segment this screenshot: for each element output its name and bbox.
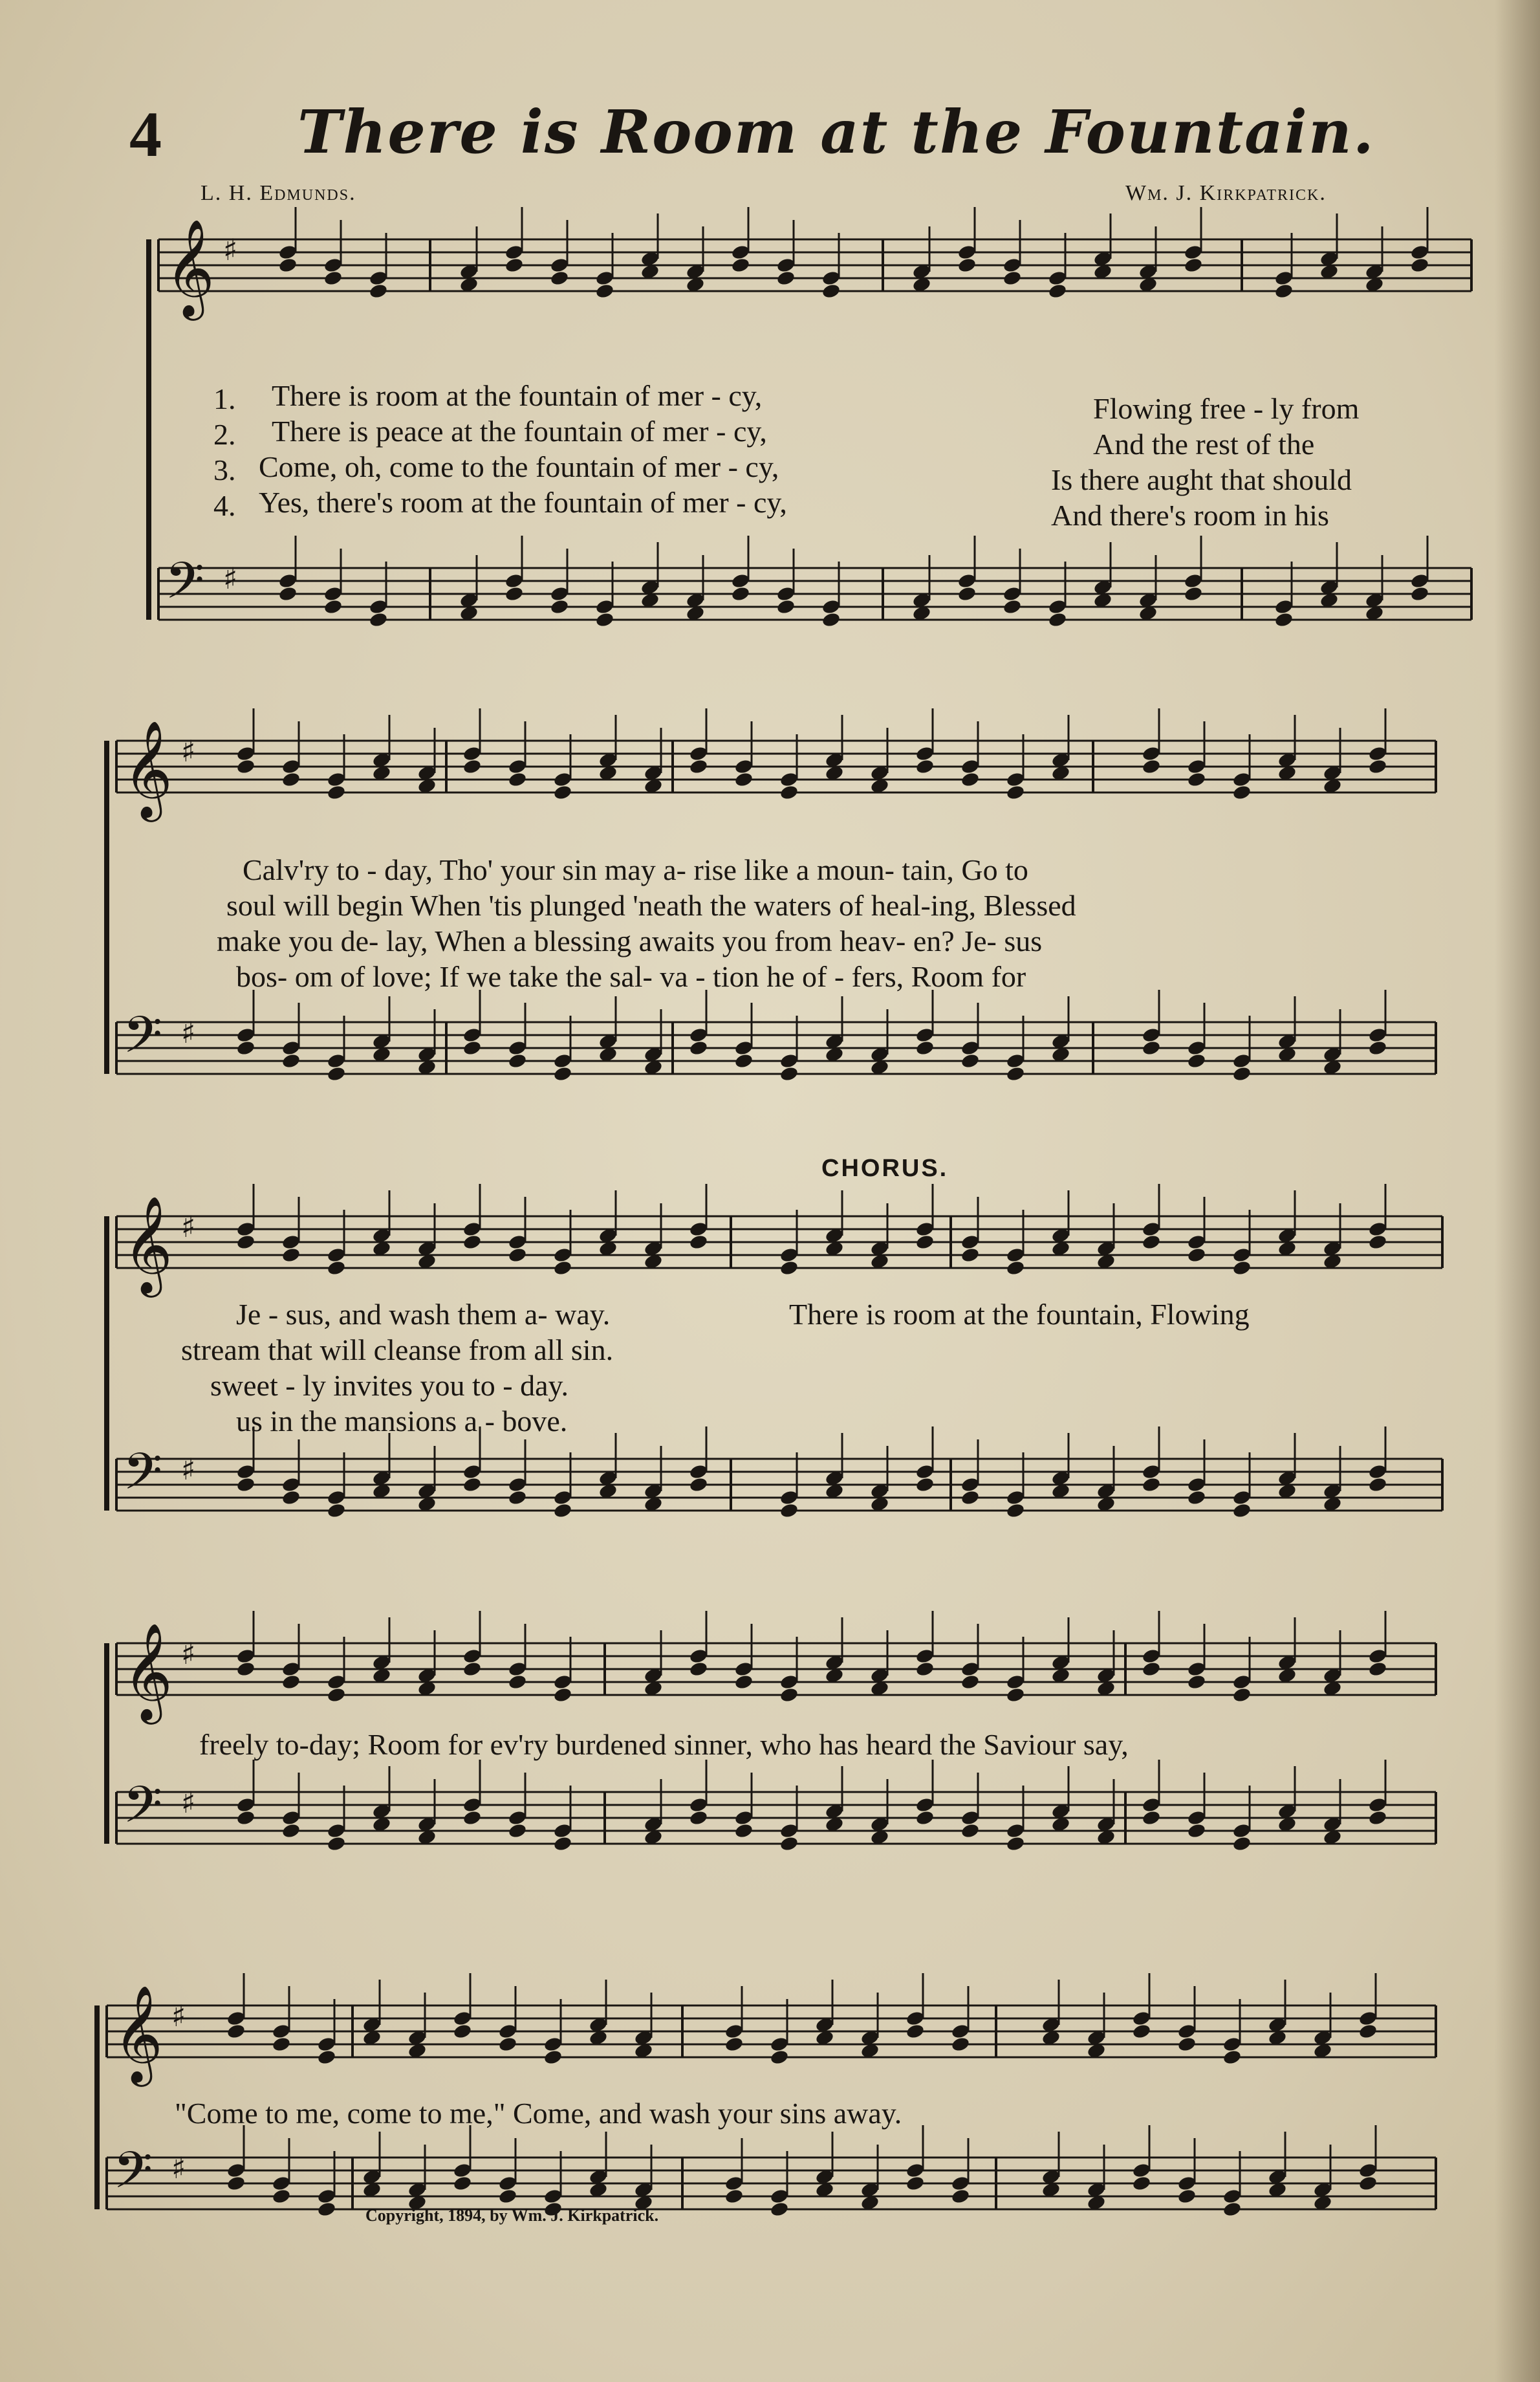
note-head: [462, 1040, 483, 1056]
key-signature-icon: ♯: [223, 561, 238, 596]
note-head: [1187, 1674, 1207, 1690]
bass-clef-icon: 𝄢: [113, 2141, 153, 2213]
chorus-line-1: There is room at the fountain, Flowing: [789, 1298, 1250, 1331]
note-head: [724, 2188, 744, 2205]
note-head: [689, 1661, 709, 1677]
verse-1-line-1: There is room at the fountain of mer - cy,: [272, 379, 763, 412]
note-head: [453, 2023, 473, 2040]
note-head: [779, 1687, 799, 1703]
note-head: [1006, 1260, 1026, 1276]
note-head: [327, 1502, 347, 1519]
verse-2-line-4: stream that will cleanse from all sin.: [181, 1333, 614, 1366]
key-signature-icon: ♯: [171, 2150, 186, 2185]
note-head: [1368, 1809, 1388, 1826]
note-head: [327, 784, 347, 801]
note-head: [553, 1065, 573, 1082]
verse-4-number: 4.: [213, 489, 236, 522]
note-head: [915, 1661, 935, 1677]
note-head: [1184, 585, 1204, 602]
note-head: [960, 1674, 981, 1690]
note-head: [1187, 771, 1207, 788]
verse-2-number: 2.: [213, 418, 236, 451]
note-head: [1177, 2188, 1197, 2205]
note-head: [1232, 1065, 1252, 1082]
verse-3-line-2: Is there aught that should: [1051, 463, 1352, 496]
note-head: [724, 2036, 744, 2053]
note-head: [327, 1260, 347, 1276]
composer-credit: Wm. J. Kirkpatrick.: [1125, 181, 1327, 205]
bass-clef-icon: 𝄢: [165, 552, 205, 623]
note-head: [272, 2188, 292, 2205]
note-head: [915, 1476, 935, 1493]
note-head: [779, 784, 799, 801]
note-head: [1368, 758, 1388, 775]
note-head: [498, 2188, 518, 2205]
page-number: 4: [129, 98, 162, 170]
chorus-line-3: "Come to me, come to me," Come, and wash your sins away.: [175, 2097, 902, 2130]
note-head: [734, 1822, 754, 1839]
note-head: [770, 2201, 790, 2218]
note-head: [689, 758, 709, 775]
note-head: [734, 771, 754, 788]
note-head: [369, 611, 389, 628]
note-head: [281, 771, 301, 788]
note-head: [462, 758, 483, 775]
note-head: [1142, 1476, 1162, 1493]
note-head: [957, 585, 977, 602]
copyright-notice: Copyright, 1894, by Wm. J. Kirkpatrick.: [365, 2206, 659, 2225]
verse-3-number: 3.: [213, 453, 236, 486]
note-head: [960, 771, 981, 788]
key-signature-icon: ♯: [223, 232, 238, 267]
note-head: [960, 1247, 981, 1263]
verse-2-line-1: There is peace at the fountain of mer - cy,: [272, 415, 767, 448]
note-head: [281, 1053, 301, 1069]
note-head: [1184, 257, 1204, 274]
note-head: [1274, 611, 1294, 628]
note-head: [1048, 611, 1068, 628]
note-head: [504, 257, 525, 274]
note-head: [915, 1040, 935, 1056]
note-head: [689, 1476, 709, 1493]
note-head: [779, 1260, 799, 1276]
note-head: [508, 771, 528, 788]
verse-1-line-2: Flowing free - ly from: [1093, 392, 1360, 425]
note-head: [689, 1809, 709, 1826]
note-head: [462, 1809, 483, 1826]
verse-1-line-4: Je - sus, and wash them a- way.: [236, 1298, 611, 1331]
note-head: [236, 1234, 256, 1251]
bass-clef-icon: 𝄢: [123, 1006, 163, 1077]
note-head: [1142, 1040, 1162, 1056]
note-head: [1187, 1822, 1207, 1839]
note-head: [915, 1809, 935, 1826]
note-head: [1368, 1476, 1388, 1493]
note-head: [1232, 1260, 1252, 1276]
note-head: [1003, 270, 1023, 287]
note-head: [770, 2049, 790, 2066]
note-head: [595, 283, 615, 300]
key-signature-icon: ♯: [171, 1998, 186, 2033]
note-head: [236, 1476, 256, 1493]
note-head: [317, 2201, 337, 2218]
note-head: [1232, 784, 1252, 801]
note-head: [1132, 2023, 1152, 2040]
verse-2-line-3: soul will begin When 'tis plunged 'neath the waters of heal-ing, Blessed: [226, 889, 1076, 922]
lyricist-credit: L. H. Edmunds.: [201, 181, 356, 205]
note-head: [906, 2175, 926, 2192]
note-head: [1368, 1661, 1388, 1677]
note-head: [1177, 2036, 1197, 2053]
note-head: [327, 1065, 347, 1082]
note-head: [462, 1234, 483, 1251]
note-head: [1222, 2049, 1242, 2066]
note-head: [1187, 1247, 1207, 1263]
note-head: [327, 1835, 347, 1852]
note-head: [1368, 1234, 1388, 1251]
note-head: [236, 1661, 256, 1677]
note-head: [369, 283, 389, 300]
note-head: [508, 1053, 528, 1069]
note-head: [327, 1687, 347, 1703]
note-head: [1368, 1040, 1388, 1056]
note-head: [1142, 1809, 1162, 1826]
note-head: [278, 585, 298, 602]
note-head: [1358, 2175, 1378, 2192]
bass-clef-icon: 𝄢: [123, 1776, 163, 1847]
note-head: [779, 1502, 799, 1519]
note-head: [508, 1489, 528, 1506]
verse-3-line-3: make you de- lay, When a blessing awaits you from heav- en? Je- sus: [217, 924, 1043, 957]
note-head: [951, 2188, 971, 2205]
note-head: [1410, 585, 1430, 602]
note-head: [553, 1502, 573, 1519]
note-head: [1006, 1835, 1026, 1852]
note-head: [226, 2023, 246, 2040]
treble-clef-icon: 𝄞: [165, 218, 215, 316]
note-head: [960, 1053, 981, 1069]
note-head: [543, 2049, 563, 2066]
key-signature-icon: ♯: [181, 1015, 196, 1050]
note-head: [508, 1674, 528, 1690]
note-head: [915, 1234, 935, 1251]
note-head: [281, 1247, 301, 1263]
note-head: [553, 1687, 573, 1703]
note-head: [236, 1809, 256, 1826]
note-head: [1410, 257, 1430, 274]
verse-2-line-2: And the rest of the: [1093, 428, 1315, 461]
note-head: [689, 1040, 709, 1056]
note-head: [734, 1053, 754, 1069]
note-head: [1006, 784, 1026, 801]
note-head: [779, 1065, 799, 1082]
note-head: [281, 1489, 301, 1506]
note-head: [323, 270, 343, 287]
note-head: [278, 257, 298, 274]
note-head: [776, 598, 796, 615]
bass-clef-icon: 𝄢: [123, 1443, 163, 1514]
note-head: [1006, 1687, 1026, 1703]
verse-4-line-3: bos- om of love; If we take the sal- va - tion he of - fers, Room for: [236, 960, 1026, 993]
verse-4-line-1: Yes, there's room at the fountain of mer - cy,: [259, 486, 787, 519]
note-head: [1142, 758, 1162, 775]
note-head: [689, 1234, 709, 1251]
note-head: [272, 2036, 292, 2053]
note-head: [1232, 1687, 1252, 1703]
hymn-title: There is Room at the Fountain.: [298, 97, 1375, 167]
note-head: [553, 1835, 573, 1852]
note-head: [323, 598, 343, 615]
verse-1-line-3: Calv'ry to - day, Tho' your sin may a- rise like a moun- tain, Go to: [243, 853, 1028, 886]
key-signature-icon: ♯: [181, 734, 196, 769]
note-head: [731, 585, 751, 602]
key-signature-icon: ♯: [181, 1636, 196, 1671]
note-head: [915, 758, 935, 775]
note-head: [281, 1674, 301, 1690]
note-head: [508, 1822, 528, 1839]
note-head: [779, 1835, 799, 1852]
note-head: [1142, 1661, 1162, 1677]
verse-1-number: 1.: [213, 382, 236, 415]
chorus-label: CHORUS.: [821, 1155, 949, 1182]
note-head: [1187, 1489, 1207, 1506]
note-head: [1222, 2201, 1242, 2218]
note-head: [906, 2023, 926, 2040]
note-head: [508, 1247, 528, 1263]
verse-4-line-4: us in the mansions a - bove.: [236, 1404, 568, 1437]
note-head: [1006, 1065, 1026, 1082]
note-head: [462, 1661, 483, 1677]
note-head: [731, 257, 751, 274]
note-head: [595, 611, 615, 628]
note-head: [1232, 1502, 1252, 1519]
note-head: [1003, 598, 1023, 615]
note-head: [734, 1674, 754, 1690]
note-head: [821, 283, 841, 300]
note-head: [462, 1476, 483, 1493]
note-head: [951, 2036, 971, 2053]
note-head: [1048, 283, 1068, 300]
verse-3-line-1: Come, oh, come to the fountain of mer - cy,: [259, 450, 779, 483]
treble-clef-icon: 𝄞: [123, 1195, 173, 1293]
note-head: [1232, 1835, 1252, 1852]
note-head: [498, 2036, 518, 2053]
note-head: [226, 2175, 246, 2192]
note-head: [1006, 1502, 1026, 1519]
note-head: [553, 1260, 573, 1276]
note-head: [553, 784, 573, 801]
key-signature-icon: ♯: [181, 1785, 196, 1820]
note-head: [821, 611, 841, 628]
note-head: [957, 257, 977, 274]
treble-clef-icon: 𝄞: [123, 1622, 173, 1720]
note-head: [776, 270, 796, 287]
note-head: [236, 758, 256, 775]
note-head: [1142, 1234, 1162, 1251]
key-signature-icon: ♯: [181, 1209, 196, 1244]
note-head: [1274, 283, 1294, 300]
note-head: [550, 270, 570, 287]
note-head: [960, 1822, 981, 1839]
note-head: [1358, 2023, 1378, 2040]
note-head: [504, 585, 525, 602]
verse-4-line-2: And there's room in his: [1051, 499, 1329, 532]
note-head: [317, 2049, 337, 2066]
verse-3-line-4: sweet - ly invites you to - day.: [210, 1369, 569, 1402]
note-head: [236, 1040, 256, 1056]
treble-clef-icon: 𝄞: [113, 1984, 163, 2082]
note-head: [281, 1822, 301, 1839]
note-head: [1132, 2175, 1152, 2192]
treble-clef-icon: 𝄞: [123, 719, 173, 818]
note-head: [1187, 1053, 1207, 1069]
chorus-line-2: freely to-day; Room for ev'ry burdened sinner, who has heard the Saviour say,: [199, 1728, 1129, 1761]
note-head: [960, 1489, 981, 1506]
key-signature-icon: ♯: [181, 1452, 196, 1487]
note-head: [550, 598, 570, 615]
note-head: [453, 2175, 473, 2192]
staff-lines: [97, 239, 1471, 2209]
